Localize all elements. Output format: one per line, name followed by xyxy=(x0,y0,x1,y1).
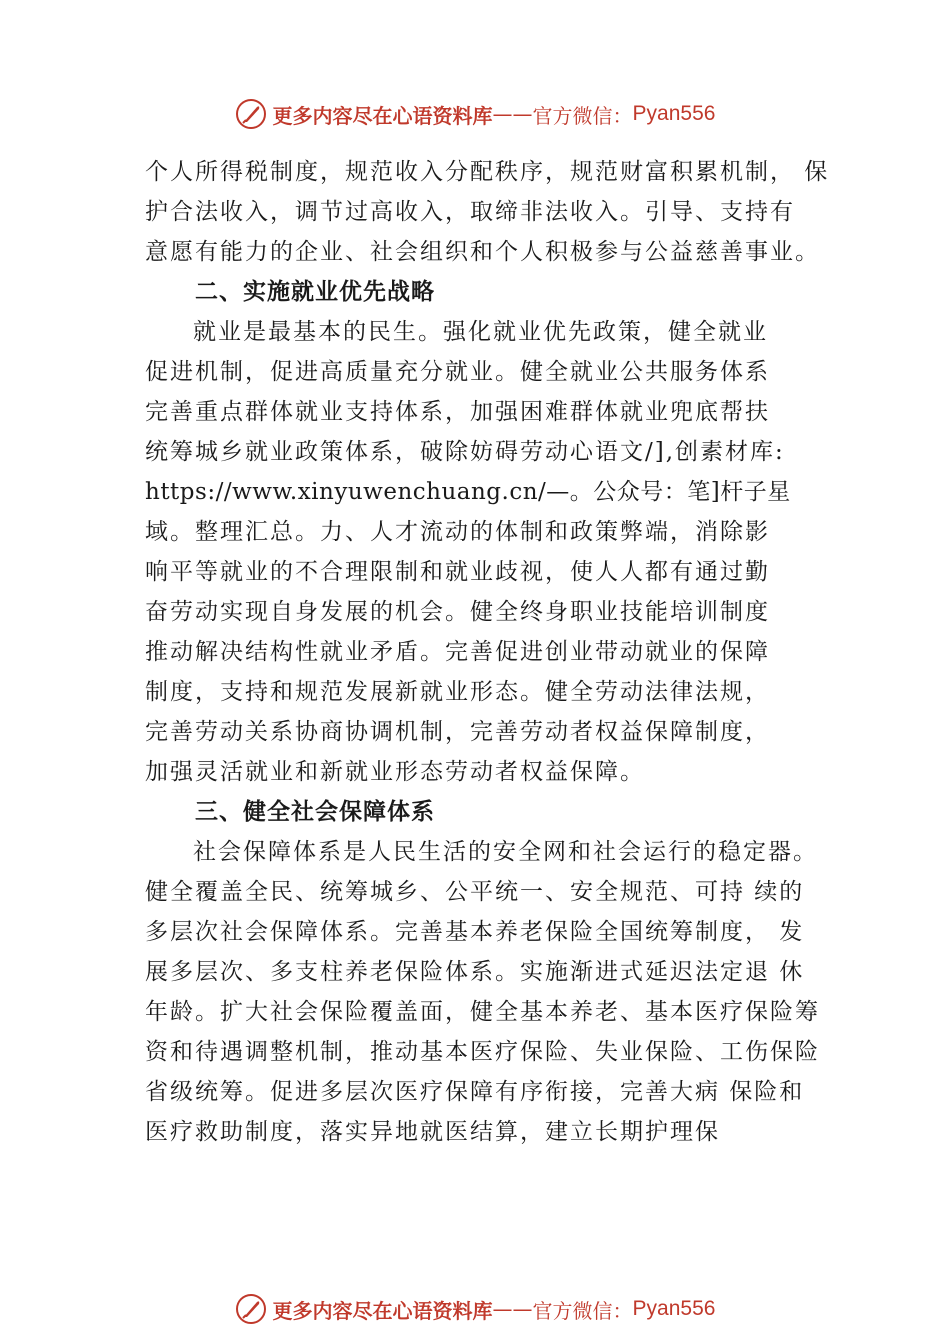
header-banner xyxy=(0,94,950,134)
paragraph-line: 域。整理汇总。力、人才流动的体制和政策弊端，消除影 xyxy=(145,519,770,545)
banner-label: 官方微信： xyxy=(532,103,633,128)
paragraph-line: 年龄。扩大社会保险覆盖面，健全基本养老、基本医疗保险筹 xyxy=(145,999,820,1025)
paragraph-line: 健全覆盖全民、统筹城乡、公平统一、安全规范、可持 续的 xyxy=(145,879,805,905)
feather-pen-logo-icon xyxy=(235,98,267,130)
paragraph-line: 医疗救助制度，落实异地就医结算，建立长期护理保 xyxy=(145,1119,720,1145)
banner-wechat-id: Pyan556 xyxy=(632,102,716,125)
paragraph-line: 社会保障体系是人民生活的安全网和社会运行的稳定器。 xyxy=(193,839,818,865)
paragraph-line: 资和待遇调整机制，推动基本医疗保险、失业保险、工伤保险 xyxy=(145,1039,820,1065)
paragraph-line: 护合法收入，调节过高收入，取缔非法收入。引导、支持有 xyxy=(145,199,795,225)
footer-banner xyxy=(0,1289,950,1329)
paragraph-line: 加强灵活就业和新就业形态劳动者权益保障。 xyxy=(145,759,645,785)
paragraph-line: https://www.xinyuwenchuang.cn/—。公众号：笔]杆子星 xyxy=(145,479,791,505)
paragraph-line: 促进机制，促进高质量充分就业。健全就业公共服务体系 xyxy=(145,359,770,385)
paragraph-line: 制度，支持和规范发展新就业形态。健全劳动法律法规， xyxy=(145,679,770,705)
paragraph-line: 推动解决结构性就业矛盾。完善促进创业带动就业的保障 xyxy=(145,639,770,665)
paragraph-line: 统筹城乡就业政策体系，破除妨碍劳动心语文/],创素材库: xyxy=(145,439,785,465)
paragraph-line: 省级统筹。促进多层次医疗保障有序衔接，完善大病 保险和 xyxy=(145,1079,805,1105)
section-heading: 二、实施就业优先战略 xyxy=(195,279,435,305)
paragraph-line: 意愿有能力的企业、社会组织和个人积极参与公益慈善事业。 xyxy=(145,239,820,265)
paragraph-line: 展多层次、多支柱养老保险体系。实施渐进式延迟法定退 休 xyxy=(145,959,805,985)
banner-label: 官方微信： xyxy=(532,1298,633,1323)
banner-title: 更多内容尽在心语资料库 xyxy=(272,103,493,128)
section-heading: 三、健全社会保障体系 xyxy=(195,799,435,825)
paragraph-line: 个人所得税制度，规范收入分配秩序，规范财富积累机制， 保 xyxy=(145,159,830,185)
paragraph-line: 完善劳动关系协商协调机制，完善劳动者权益保障制度， xyxy=(145,719,770,745)
banner-wechat-id: Pyan556 xyxy=(632,1297,716,1320)
banner-dash: —— xyxy=(492,1297,533,1321)
feather-pen-logo-icon xyxy=(235,1293,267,1325)
paragraph-line: 响平等就业的不合理限制和就业歧视，使人人都有通过勤 xyxy=(145,559,770,585)
banner-dash: —— xyxy=(492,102,533,126)
document-body xyxy=(145,152,845,1152)
paragraph-line: 就业是最基本的民生。强化就业优先政策，健全就业 xyxy=(193,319,768,345)
paragraph-line: 奋劳动实现自身发展的机会。健全终身职业技能培训制度 xyxy=(145,599,770,625)
banner-title: 更多内容尽在心语资料库 xyxy=(272,1298,493,1323)
paragraph-line: 完善重点群体就业支持体系，加强困难群体就业兜底帮扶 xyxy=(145,399,770,425)
paragraph-line: 多层次社会保障体系。完善基本养老保险全国统筹制度， 发 xyxy=(145,919,805,945)
